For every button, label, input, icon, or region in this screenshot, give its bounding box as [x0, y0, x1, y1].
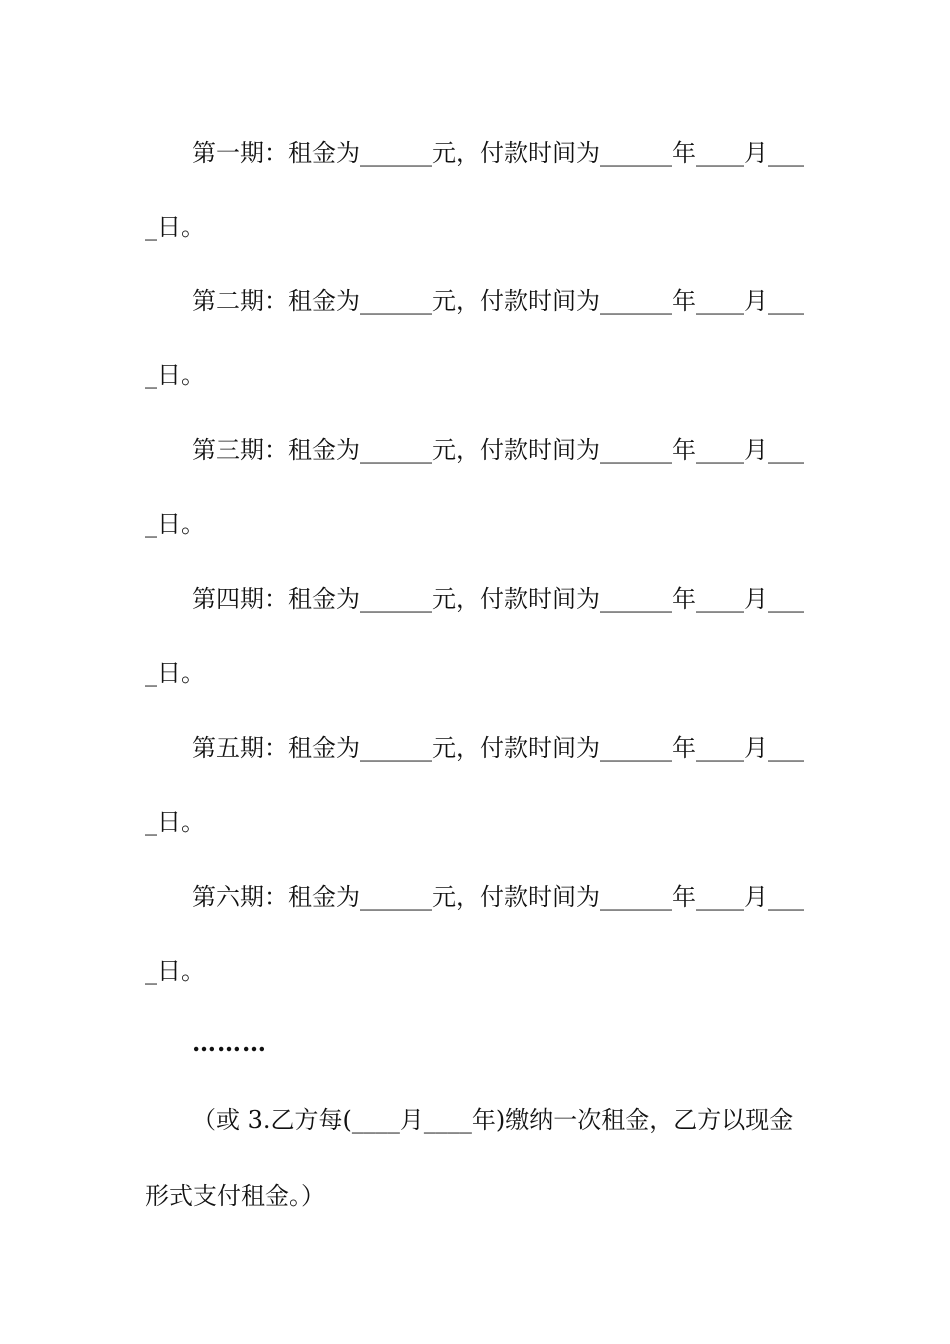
- installment-4-line-1: 第四期：租金为______元，付款时间为______年____月___: [192, 585, 804, 613]
- installment-3-line-1: 第三期：租金为______元，付款时间为______年____月___: [192, 436, 804, 464]
- ellipsis: ………: [192, 1028, 267, 1057]
- installment-5-line-2: _日。: [145, 808, 205, 836]
- installment-4-line-2: _日。: [145, 659, 205, 687]
- installment-1-line-1: 第一期：租金为______元，付款时间为______年____月___: [192, 139, 804, 167]
- installment-2-line-2: _日。: [145, 361, 205, 389]
- installment-6-line-1: 第六期：租金为______元，付款时间为______年____月___: [192, 883, 804, 911]
- installment-6-line-2: _日。: [145, 957, 205, 985]
- installment-2-line-1: 第二期：租金为______元，付款时间为______年____月___: [192, 287, 804, 315]
- alternative-clause-line-2: 形式支付租金。）: [145, 1182, 325, 1210]
- installment-1-line-2: _日。: [145, 213, 205, 241]
- alternative-clause-line-1: （或 3.乙方每(____月____年)缴纳一次租金，乙方以现金: [192, 1106, 794, 1134]
- installment-3-line-2: _日。: [145, 510, 205, 538]
- installment-5-line-1: 第五期：租金为______元，付款时间为______年____月___: [192, 734, 804, 762]
